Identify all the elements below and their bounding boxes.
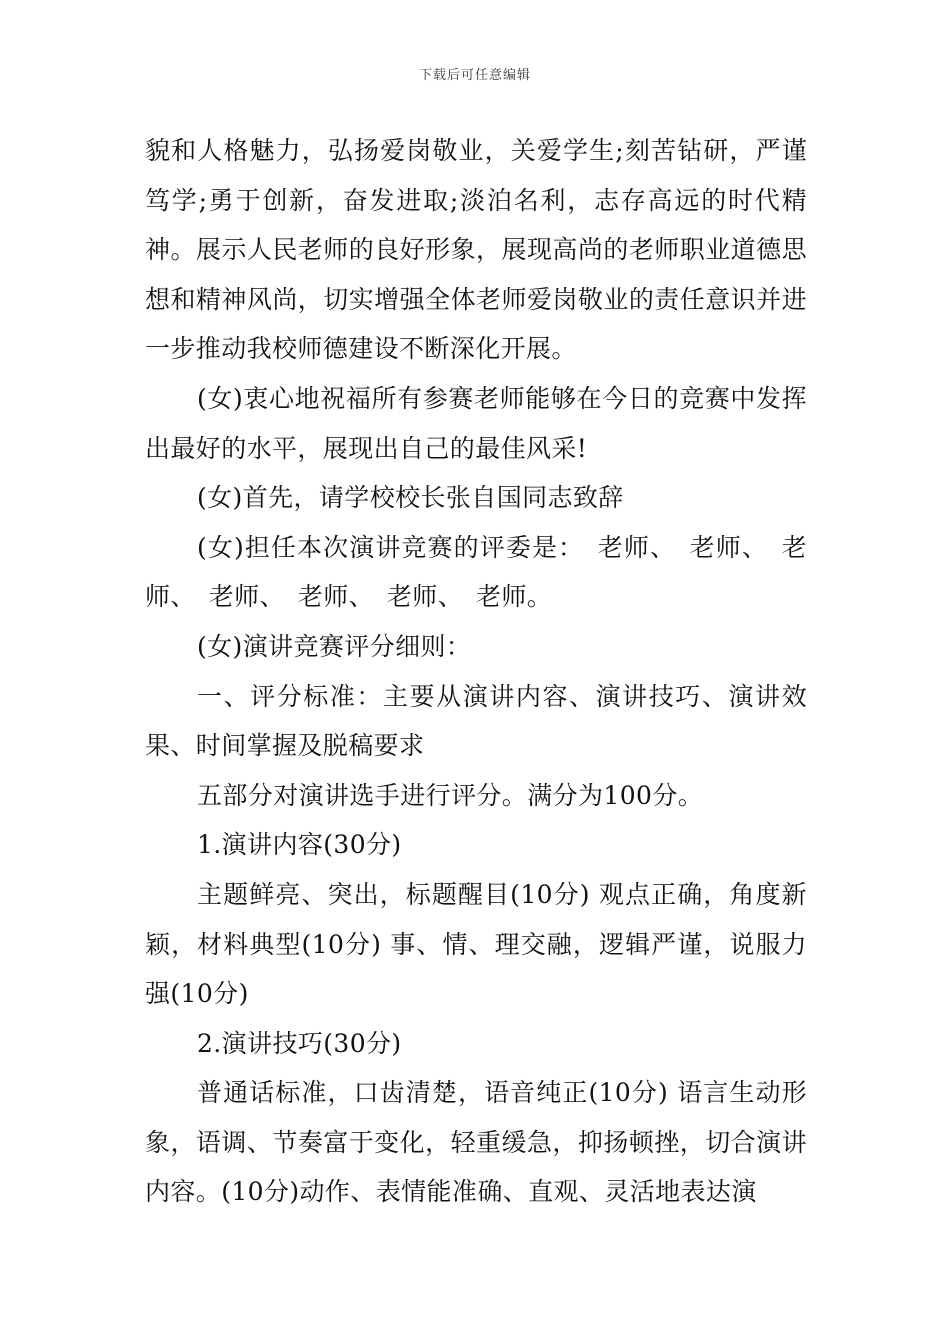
- paragraph-5: (女)演讲竞赛评分细则：: [197, 631, 472, 661]
- paragraph-7: 五部分对演讲选手进行评分。满分为100分。: [197, 780, 704, 810]
- paragraph-8: 1.演讲内容(30分): [197, 830, 402, 860]
- paragraph-10: 2.演讲技巧(30分): [197, 1028, 402, 1058]
- paragraph-4: (女)担任本次演讲竞赛的评委是： 老师、 老师、 老师、 老师、 老师、 老师、 老师。: [145, 532, 807, 612]
- page-header: 下载后可任意编辑: [418, 68, 531, 83]
- paragraph-2: (女)衷心地祝福所有参赛老师能够在今日的竞赛中发挥出最好的水平，展现出自己的最佳风采!: [145, 383, 807, 463]
- document-body: [145, 126, 807, 1217]
- paragraph-11: 普通话标准，口齿清楚，语音纯正(10分) 语言生动形象，语调、节奏富于变化，轻重缓急，抑扬顿挫，切合演讲内容。(10分)动作、表情能准确、直观、灵活地表达演: [145, 1078, 807, 1207]
- paragraph-1: 貌和人格魅力，弘扬爱岗敬业，关爱学生;刻苦钻研，严谨笃学;勇于创新，奋发进取;淡泊名利，志存高远的时代精神。展示人民老师的良好形象，展现高尚的老师职业道德思想和精神风尚，切实增强全体老师爱岗敬业的责任意识并进一步推动我校师德建设不断深化开展。: [145, 136, 807, 364]
- paragraph-3: (女)首先，请学校校长张自国同志致辞: [197, 483, 624, 513]
- paragraph-9: 主题鲜亮、突出，标题醒目(10分) 观点正确，角度新颖，材料典型(10分) 事、情、理交融，逻辑严谨，说服力强(10分): [145, 879, 807, 1009]
- paragraph-6: 一、评分标准：主要从演讲内容、演讲技巧、演讲效果、时间掌握及脱稿要求: [145, 681, 807, 761]
